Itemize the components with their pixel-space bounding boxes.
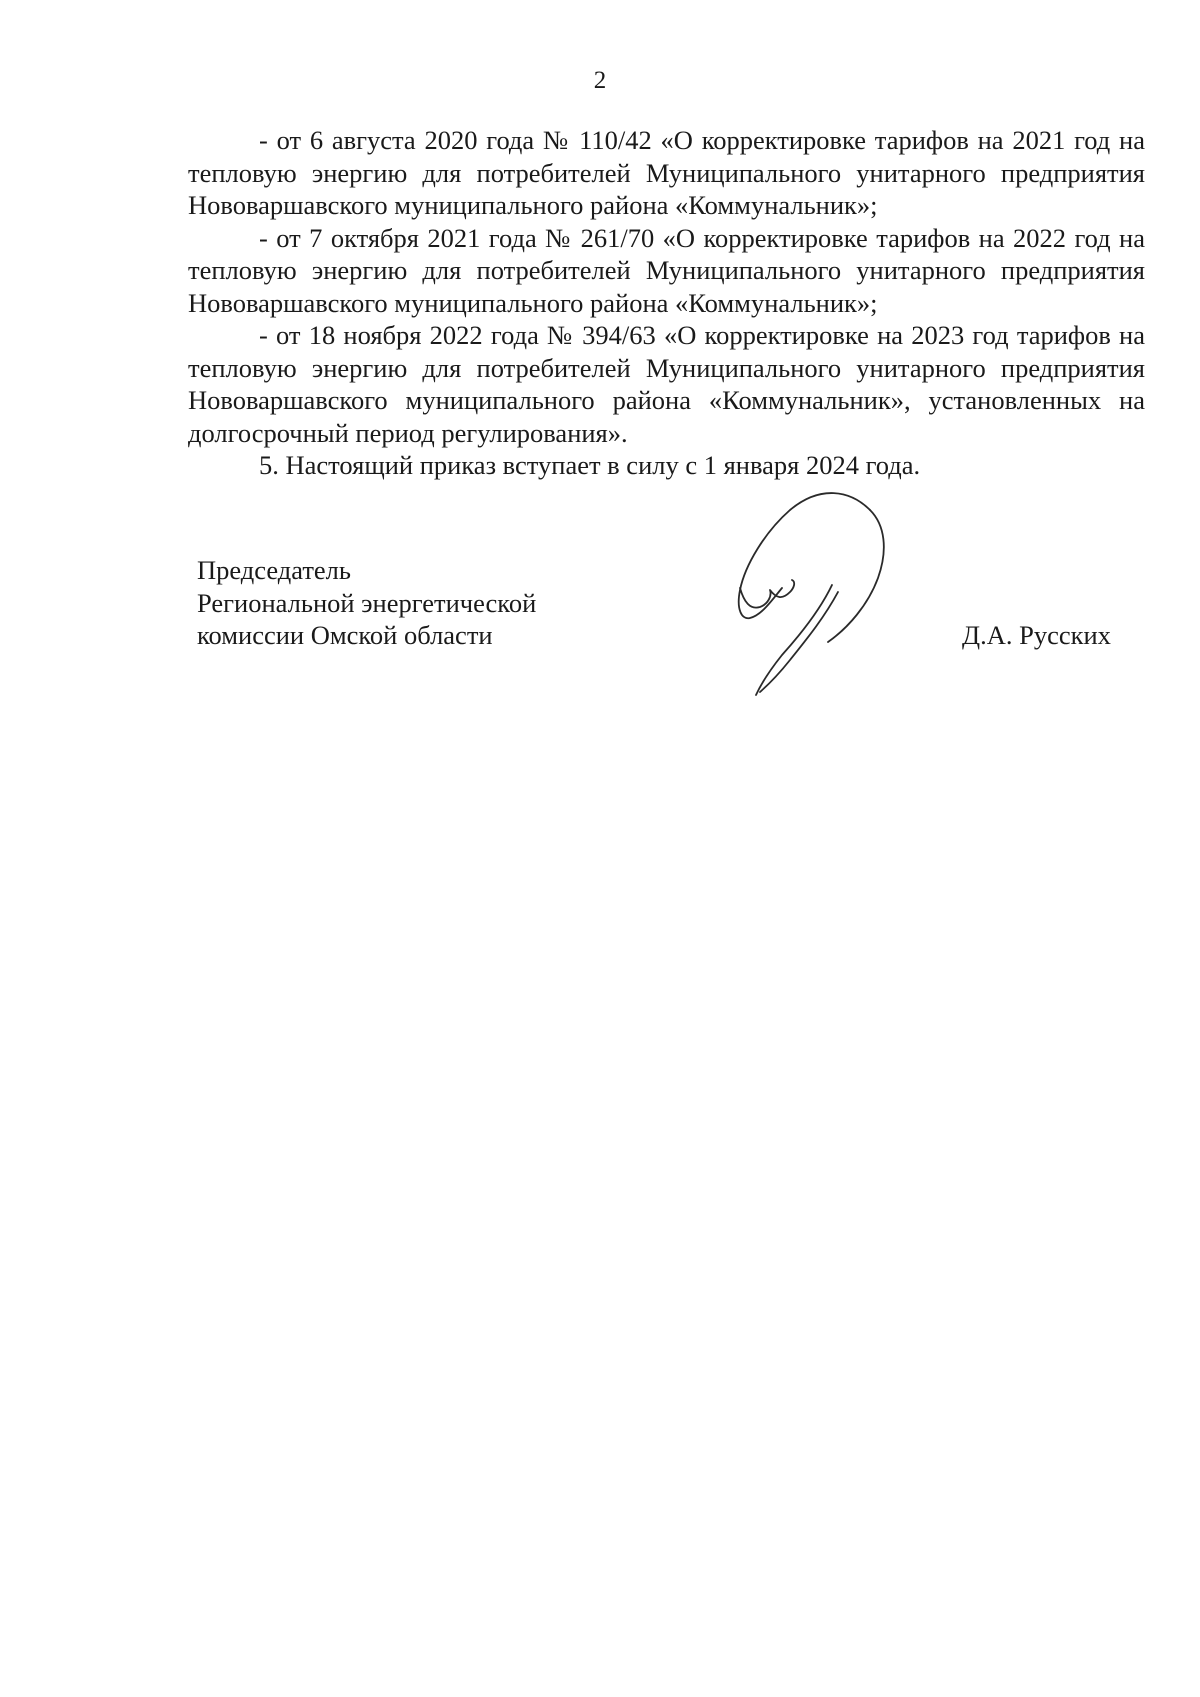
signer-name: Д.А. Русских <box>962 620 1111 650</box>
position-line: комиссии Омской области <box>197 620 493 650</box>
position-line: Председатель <box>197 555 351 585</box>
paragraph-order-2021: - от 7 октября 2021 года № 261/70 «О корректировке тарифов на 2022 год на тепловую энергию для потребителей Муниципального унитарного предприятия Нововаршавского муниципального района «Коммунальник»; <box>188 222 1145 318</box>
position-line: Региональной энергетической <box>197 587 537 618</box>
paragraph-order-2020: - от 6 августа 2020 года № 110/42 «О корректировке тарифов на 2021 год на тепловую энергию для потребителей Муниципального унитарного предприятия Нововаршавского муниципального района «Коммунальник»; <box>188 125 1145 220</box>
handwritten-signature <box>720 470 900 700</box>
page-number: 2 <box>593 67 607 94</box>
signatory-position <box>197 554 536 652</box>
paragraph-order-2022: - от 18 ноября 2022 года № 394/63 «О корректировке на 2023 год тарифов на тепловую энергию для потребителей Муниципального унитарного предприятия Нововаршавского муниципального района «Коммунальник», установленных на долгосрочный период регулирования». <box>188 320 1145 448</box>
document-body <box>188 124 1145 482</box>
paragraph-effective-date: 5. Настоящий приказ вступает в силу с 1 января 2024 года. <box>259 450 921 480</box>
